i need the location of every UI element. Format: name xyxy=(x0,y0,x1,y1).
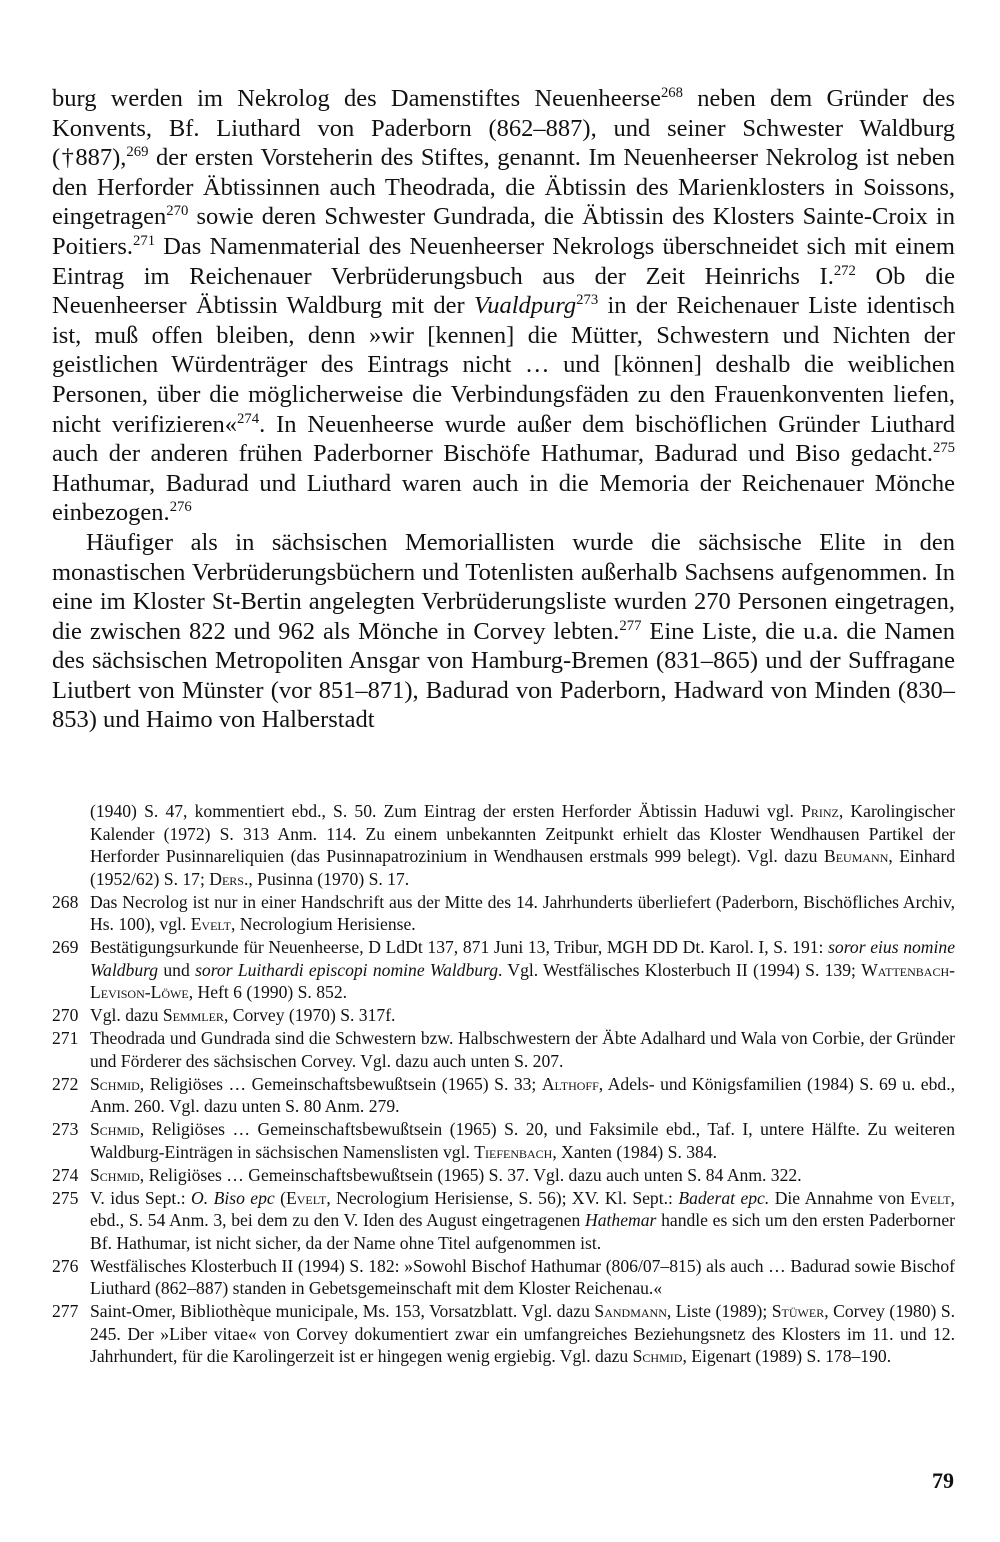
author-name: Schmid xyxy=(90,1073,140,1094)
main-text xyxy=(52,84,955,735)
italic-text: Baderat epc. xyxy=(678,1187,770,1208)
footnote xyxy=(52,1187,955,1255)
footnote xyxy=(52,936,955,1004)
italic-text: Hathemar xyxy=(585,1210,657,1230)
footnote xyxy=(52,1027,955,1072)
text-run: , Eigenart (1989) S. 178–190. xyxy=(682,1346,892,1366)
text-run: Westfälisches Klosterbuch II (1994) S. 182: »Sowohl Bischof Hathumar (806/07–815) als auch … Badurad sowie Bischof Liuthard (862–887) standen in Gebetsgemeinschaft mit dem Kloster Reichenau.« xyxy=(90,1255,955,1298)
text-run: burg werden im Nekrolog des Damenstiftes Neuenheerse xyxy=(52,85,661,112)
text-run: Saint-Omer, Bibliothèque municipale, Ms. 153, Vorsatzblatt. Vgl. dazu xyxy=(90,1301,595,1321)
text-run: (1940) S. 47, kommentiert ebd., S. 50. Zum Eintrag der ersten Herforder Äbtissin Haduwi vgl. xyxy=(90,801,802,821)
footnote-text xyxy=(90,1027,955,1072)
author-name: Ders. xyxy=(209,868,249,889)
footnote-number: 270 xyxy=(52,1005,79,1025)
text-run: Das Namenmaterial des Neuenheerser Nekrologs überschneidet sich mit einem Eintrag im Reichenauer Verbrüderungsbuch aus der Zeit Heinrichs I. xyxy=(52,232,955,290)
footnote-ref: 276 xyxy=(169,499,192,516)
footnote-ref: 270 xyxy=(166,203,189,220)
footnote-text xyxy=(90,1004,955,1027)
text-run: Theodrada und Gundrada sind die Schwestern bzw. Halbschwestern der Äbte Adalhard und Wala von Corbie, der Gründer und Förderer des sächsischen Corvey. Vgl. dazu auch unten S. 207. xyxy=(90,1028,955,1071)
text-run: in der Reichenauer Liste identisch ist, muß offen bleiben, denn »wir [kennen] die Mütter, Schwestern und Nichten der geistlichen Würdenträger des Eintrags nicht … und [können] deshalb die weiblichen Personen, über die möglicherweise die Verbindungsfäden zu den Frauenkonventen liefen, nicht verifizieren« xyxy=(52,292,955,438)
author-name: Stüwer xyxy=(771,1301,825,1321)
footnote-ref: 275 xyxy=(932,440,955,457)
text-run: , Corvey (1970) S. 317f. xyxy=(223,1005,396,1025)
text-run: , Corvey (1980) S. 245. Der »Liber vitae« von Corvey dokumentiert zwar ein umfangreiches Beziehungsnetz des Klosters im 11. und 12. Jahrhundert, für die Karolingerzeit ist er hingegen wenig ergiebig. Vgl. dazu xyxy=(90,1301,956,1366)
footnote-text xyxy=(90,1164,955,1187)
page-number: 79 xyxy=(932,1468,954,1493)
footnote-text xyxy=(90,1073,955,1118)
footnote-text xyxy=(90,1187,955,1255)
text-run: , Xanten (1984) S. 384. xyxy=(552,1141,718,1162)
text-run: und xyxy=(158,959,196,980)
text-run: Das Necrolog ist nur in einer Handschrift aus der Mitte des 14. Jahrhunderts überliefert (Paderborn, Bischöfliches Archiv, Hs. 100), vgl. xyxy=(90,891,955,934)
author-name: Schmid xyxy=(632,1346,683,1366)
italic-text: O. Biso epc xyxy=(191,1187,275,1208)
footnote-text xyxy=(90,891,955,936)
author-name: Schmid xyxy=(90,1164,140,1185)
text-run: handle es sich um den ersten Paderborner Bf. Hathumar, ist nicht sicher, da der Name ohne Titel aufgenommen ist. xyxy=(90,1210,955,1253)
author-name: Tiefenbach xyxy=(474,1141,553,1162)
footnote-text xyxy=(90,1118,955,1163)
footnote-ref: 268 xyxy=(660,84,683,101)
text-run: Vgl. dazu xyxy=(90,1005,163,1025)
footnote-number: 272 xyxy=(52,1073,79,1094)
text-run: . In Neuenheerse wurde außer dem bischöflichen Gründer Liuthard auch der anderen frühen Paderborner Bischöfe Hathumar, Badurad und Biso gedacht. xyxy=(52,410,955,468)
footnote-ref: 274 xyxy=(237,410,260,427)
author-name: Prinz xyxy=(801,801,839,821)
text-run: , Religiöses … Gemeinschaftsbewußtsein (1965) S. 20, und Faksimile ebd., Taf. I, untere Hälfte. Zu weiteren Waldburg-Einträgen in sächsischen Namenslisten vgl. xyxy=(90,1119,955,1162)
text-run: , Necrologium Herisiense. xyxy=(231,914,416,934)
italic-text: Vualdpurg xyxy=(474,292,577,320)
author-name: Beumann xyxy=(823,846,889,866)
footnote xyxy=(52,800,955,890)
footnote xyxy=(52,1118,955,1163)
text-run: Bestätigungsurkunde für Neuenheerse, D LdDt 137, 871 Juni 13, Tribur, MGH DD Dt. Karol. I, S. 191: xyxy=(90,937,829,957)
paragraph xyxy=(52,528,955,735)
footnote-text xyxy=(90,1255,955,1300)
text-run: , Liste (1989); xyxy=(666,1301,772,1321)
author-name: Semmler xyxy=(162,1005,224,1025)
text-run: , Religiöses … Gemeinschaftsbewußtsein (1965) S. 37. Vgl. dazu auch unten S. 84 Anm. 322. xyxy=(139,1164,802,1185)
text-run: Hathumar, Badurad und Liuthard waren auch in die Memoria der Reichenauer Mönche einbezogen. xyxy=(52,469,955,527)
footnote-text xyxy=(52,800,955,890)
footnote-number: 277 xyxy=(52,1301,79,1321)
text-run: . Vgl. Westfälisches Klosterbuch II (1994) S. 139; xyxy=(498,959,862,980)
text-run: , Pusinna (1970) S. 17. xyxy=(248,868,410,889)
text-run: Eine Liste, die u.a. die Namen des sächsischen Metropoliten Ansgar von Hamburg-Bremen (831–865) und der Suffragane Liutbert von Münster (vor 851–871), Badurad von Paderborn, Hadward von Minden (830–853) und Haimo von Halberstadt xyxy=(52,617,955,734)
text-run: der ersten Vorsteherin des Stiftes, genannt. Im Neuenheerser Nekrolog ist neben den Herforder Äbtissinnen auch Theodrada, die Äbtissin des Marienklosters in Soissons, eingetragen xyxy=(52,144,955,231)
text-run: sowie deren Schwester Gundrada, die Äbtissin des Klosters Sainte-Croix in Poitiers. xyxy=(52,203,955,260)
italic-text: soror eius nomine Waldburg xyxy=(90,937,955,980)
author-name: Evelt xyxy=(286,1187,327,1208)
footnote xyxy=(52,1300,955,1368)
footnote-ref: 271 xyxy=(133,232,156,249)
text-run: , Heft 6 (1990) S. 852. xyxy=(188,982,348,1002)
paragraph xyxy=(52,84,955,528)
footnote xyxy=(52,1073,955,1118)
text-run: , ebd., S. 54 Anm. 3, bei dem zu den V. Iden des August eingetragenen xyxy=(90,1187,955,1230)
author-name: Evelt xyxy=(910,1187,951,1208)
text-run: V. idus Sept.: xyxy=(90,1187,192,1208)
footnotes xyxy=(52,800,955,1368)
author-name: Schmid xyxy=(90,1119,140,1139)
footnote-text xyxy=(90,936,955,1004)
text-run: , Necrologium Herisiense, S. 56); XV. Kl. Sept.: xyxy=(326,1187,679,1208)
text-run: , Adels- und Königsfamilien (1984) S. 69 u. ebd., Anm. 260. Vgl. dazu unten S. 80 Anm. 279. xyxy=(90,1073,955,1116)
footnote xyxy=(52,1255,955,1300)
footnote-number: 269 xyxy=(52,937,79,957)
footnote-number: 273 xyxy=(52,1119,79,1139)
footnote-ref: 277 xyxy=(619,617,642,634)
footnote-ref: 269 xyxy=(126,144,149,161)
text-run: ( xyxy=(274,1187,287,1208)
text-run: neben dem Gründer des Konvents, Bf. Liuthard von Paderborn (862–887), und seiner Schwester Waldburg (†887), xyxy=(52,85,955,172)
author-name: Wattenbach-Levison-Löwe xyxy=(90,959,955,1002)
footnote xyxy=(52,1004,955,1027)
text-run: , Einhard (1952/62) S. 17; xyxy=(90,846,955,889)
footnote-number: 274 xyxy=(52,1164,79,1185)
italic-text: soror Luithardi episcopi nomine Waldburg xyxy=(195,959,499,980)
footnote-ref: 272 xyxy=(833,262,856,279)
text-run: , Religiöses … Gemeinschaftsbewußtsein (1965) S. 33; xyxy=(139,1073,542,1094)
text-run: , Karolingischer Kalender (1972) S. 313 Anm. 114. Zu einem unbekannten Zeitpunkt erhielt das Kloster Wendhausen Partikel der Herforder Pusinnareliquien (das Pusinnapatrozinium in Wendhausen erstmals 999 belegt). Vgl. dazu xyxy=(90,801,955,866)
footnote-ref: 273 xyxy=(576,292,599,309)
footnote-text xyxy=(90,1300,955,1368)
author-name: Evelt xyxy=(190,914,231,934)
text-run: Die Annahme von xyxy=(769,1187,911,1208)
footnote xyxy=(52,1164,955,1187)
footnote-number: 268 xyxy=(52,891,79,912)
footnote-number: 275 xyxy=(52,1187,79,1208)
text-run: Häufiger als in sächsischen Memoriallisten wurde die sächsische Elite in den monastischen Verbrüderungsbüchern und Totenlisten außerhalb Sachsens aufgenommen. In eine im Kloster St-Bertin angelegten Verbrüderungsliste wurden 270 Personen eingetragen, die zwischen 822 und 962 als Mönche in Corvey lebten. xyxy=(52,528,955,645)
footnote xyxy=(52,891,955,936)
author-name: Sandmann xyxy=(594,1301,667,1321)
author-name: Althoff xyxy=(541,1073,599,1094)
text-run: Ob die Neuenheerser Äbtissin Waldburg mit der xyxy=(52,262,956,320)
footnote-number: 276 xyxy=(52,1255,79,1276)
footnote-number: 271 xyxy=(52,1028,79,1048)
